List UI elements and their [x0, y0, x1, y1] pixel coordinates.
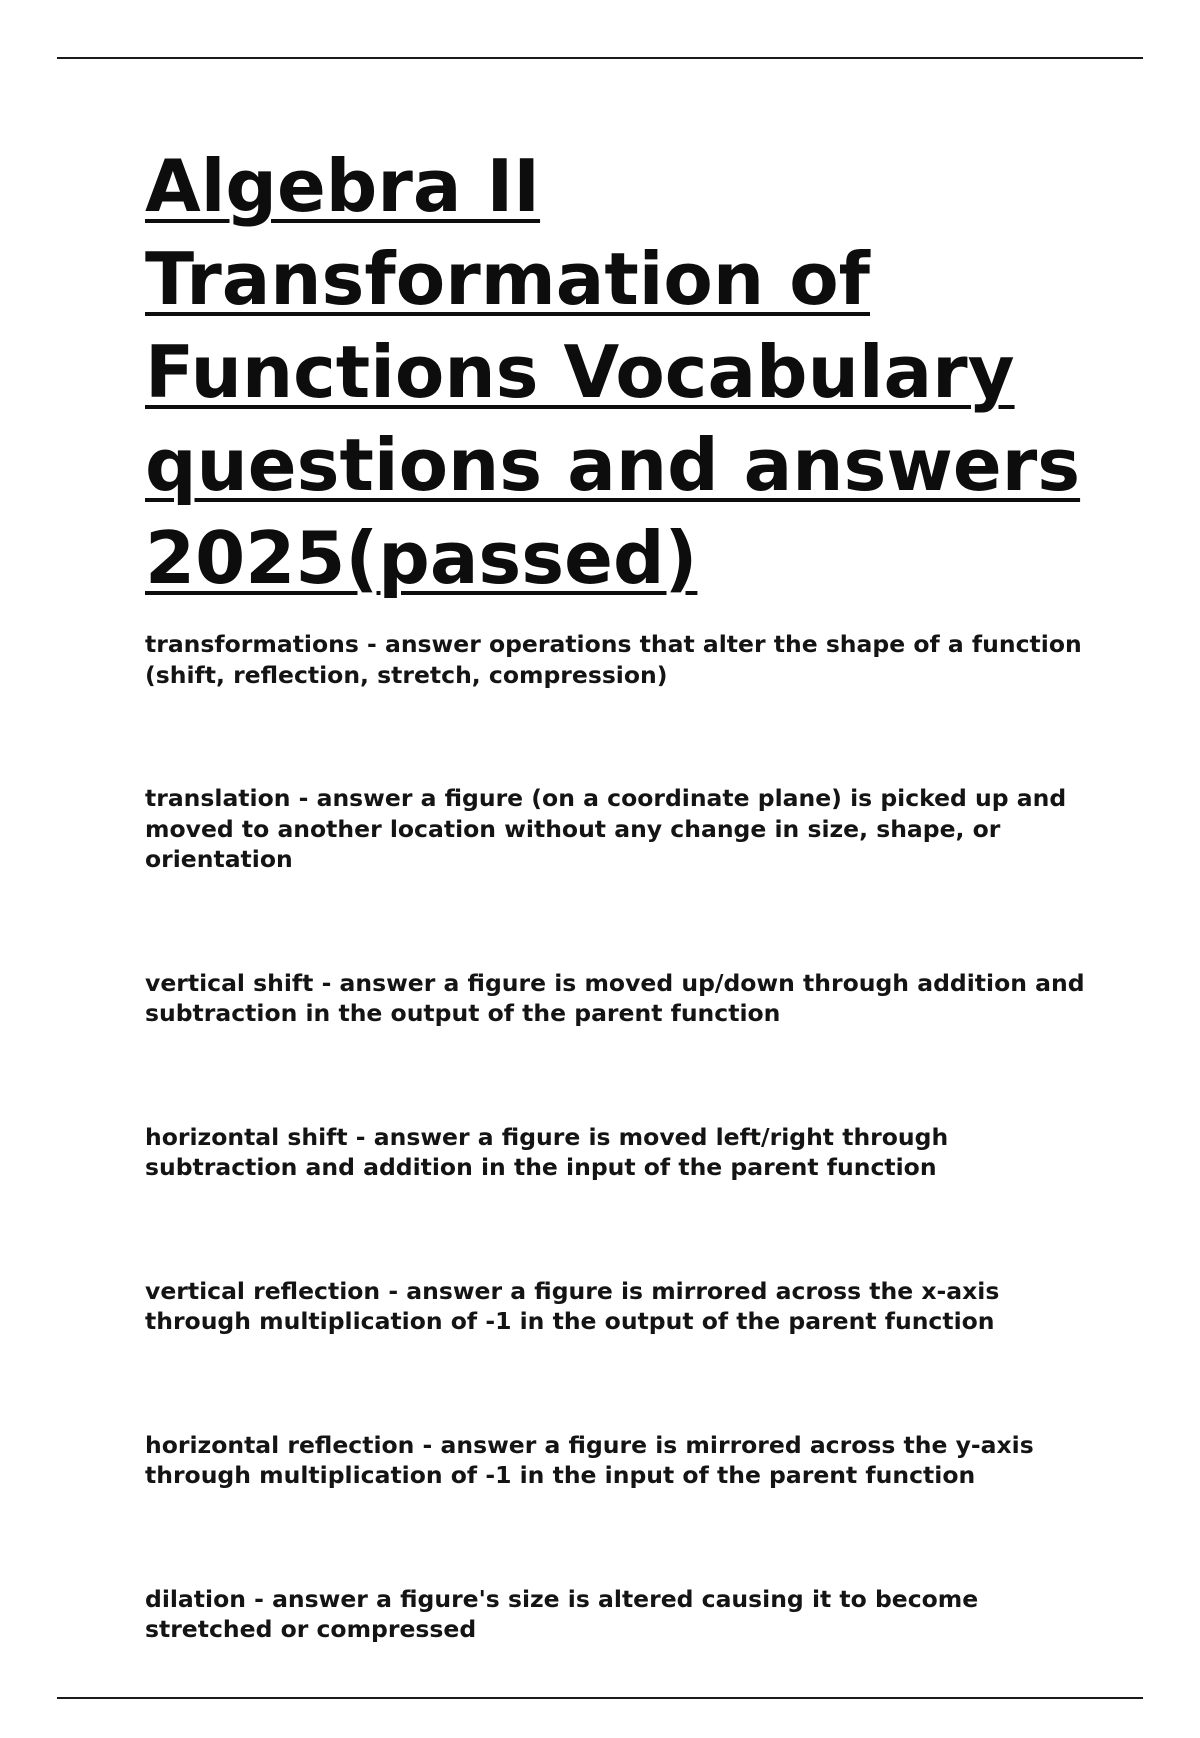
document-title: Algebra II Transformation of Functions Vocabulary questions and answers 2025(passed) [145, 144, 1081, 600]
document-body [145, 140, 1105, 1738]
vocabulary-entry: vertical shift - answer a figure is moved up/down through addition and subtraction in the output of the parent function [145, 968, 1085, 1027]
header-rule [57, 57, 1143, 59]
vocabulary-entry: horizontal shift - answer a figure is moved left/right through subtraction and addition in the input of the parent function [145, 1122, 949, 1181]
vocabulary-entry: transformations - answer operations that alter the shape of a function (shift, reflection, stretch, compression) [145, 630, 1082, 689]
vocabulary-entry: vertical reflection - answer a figure is mirrored across the x-axis through multiplication of -1 in the output of the parent function [145, 1276, 1000, 1335]
vocabulary-entry: translation - answer a figure (on a coordinate plane) is picked up and moved to another location without any change in size, shape, or orientation [145, 784, 1067, 873]
footer-rule [57, 1697, 1143, 1699]
vocabulary-entry: horizontal reflection - answer a figure is mirrored across the y-axis through multiplication of -1 in the input of the parent function [145, 1430, 1034, 1489]
vocabulary-entry: dilation - answer a figure's size is altered causing it to become stretched or compressed [145, 1584, 979, 1643]
vocabulary-list [145, 629, 1105, 1645]
